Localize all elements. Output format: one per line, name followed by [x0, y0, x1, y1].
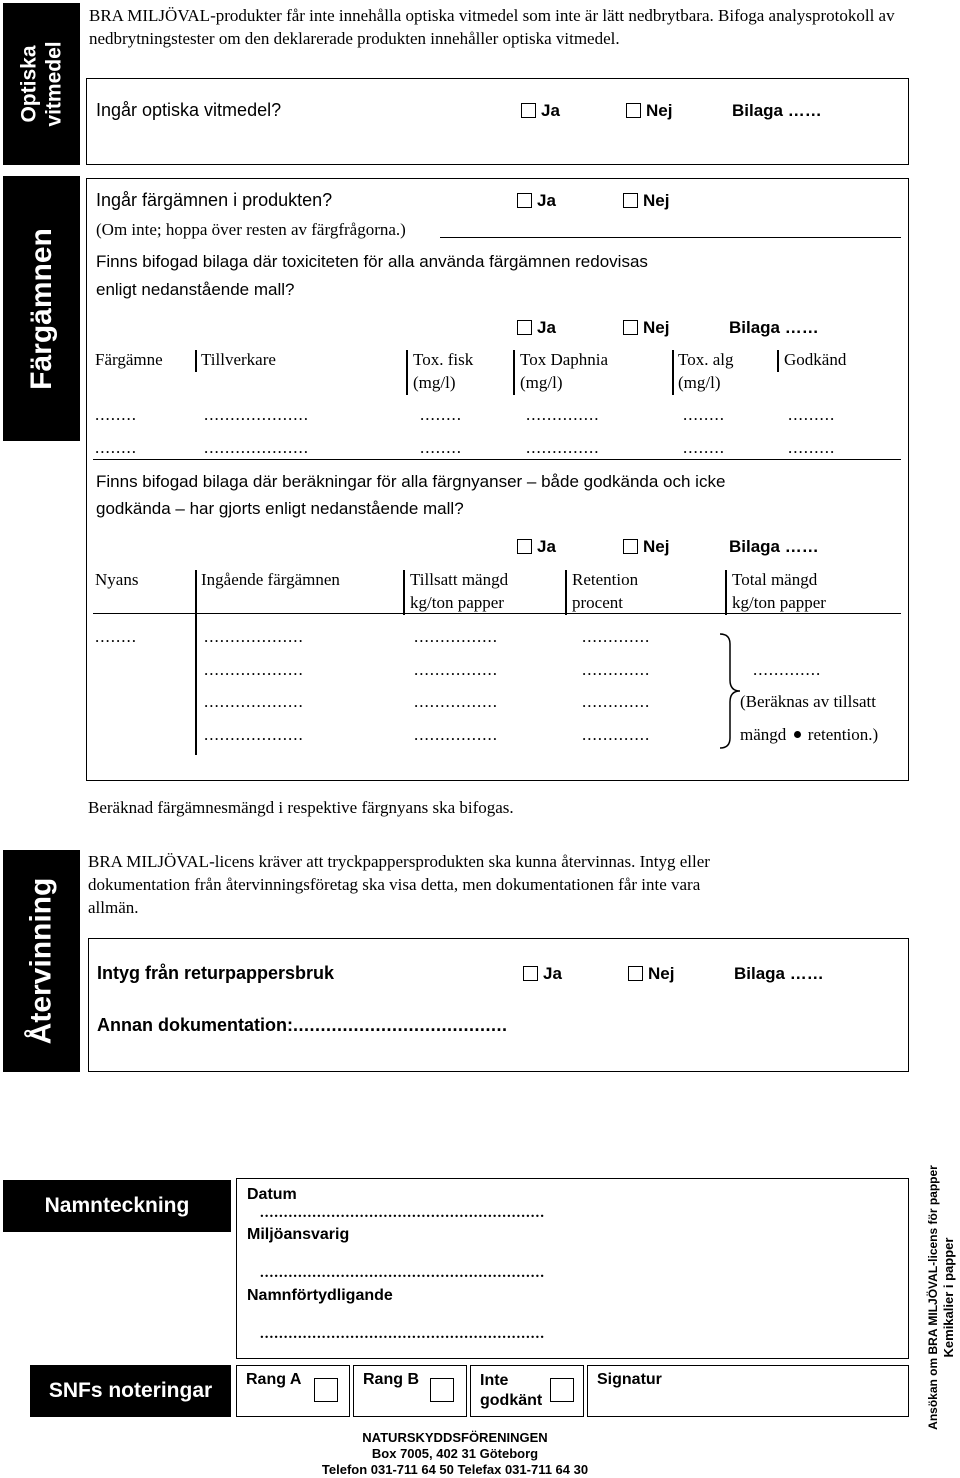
optiska-question: Ingår optiska vitmedel?	[96, 100, 282, 120]
footer-address: Box 7005, 402 31 Göteborg	[371, 1446, 539, 1461]
cell-dots[interactable]: ........	[95, 627, 137, 646]
intyg-ja[interactable]: Ja	[523, 964, 562, 984]
atervinning-intro: BRA MILJÖVAL-licens kräver att tryckpappersprodukten ska kunna återvinnas. Intyg eller dokumentation från återvinningsföretag ska visa detta, men dokumentationen får inte vara allmän.	[88, 852, 710, 917]
section-label-fargamnen	[3, 176, 80, 441]
bullet-icon	[794, 731, 801, 738]
fargamnen-note: (Om inte; hoppa över resten av färgfrågorna.)	[96, 220, 406, 239]
col-nyans: Nyans	[95, 570, 139, 589]
cell-dots[interactable]: ...................	[204, 660, 304, 679]
col-tillsatt: Tillsatt mängd	[410, 570, 509, 589]
signatur-label: Signatur	[597, 1371, 662, 1388]
datum-label: Datum	[247, 1186, 297, 1203]
rang-a-checkbox[interactable]	[314, 1378, 338, 1402]
atervinning-box	[88, 938, 909, 1072]
col-divider	[195, 350, 197, 372]
miljoansvarig-label: Miljöansvarig	[247, 1226, 350, 1243]
footer-phone: Telefon 031-711 64 50 Telefax 031-711 64 30	[321, 1462, 589, 1477]
cell-dots[interactable]: ................	[414, 627, 498, 646]
checkbox-icon[interactable]	[626, 103, 641, 118]
cell-dots[interactable]: .........	[788, 438, 836, 457]
miljoansvarig-field[interactable]: ............................................................	[260, 1265, 545, 1281]
brace-icon	[708, 630, 744, 752]
section-label-text: Återvinning	[24, 877, 58, 1045]
section-label-optiska	[3, 3, 80, 165]
berakning-nej[interactable]: Nej	[623, 537, 669, 557]
fargamnen-nej[interactable]: Nej	[623, 191, 669, 211]
cell-dots[interactable]: ........	[420, 405, 462, 424]
intyg-bilaga[interactable]: Bilaga ……	[734, 964, 824, 983]
cell-dots[interactable]: .............	[582, 660, 651, 679]
optiska-nej[interactable]: Nej	[626, 101, 672, 121]
toxicitet-ja[interactable]: Ja	[517, 318, 556, 338]
divider	[93, 459, 901, 460]
divider	[93, 613, 901, 614]
col-tox-alg-unit: (mg/l)	[678, 373, 721, 392]
cell-dots[interactable]: ...................	[204, 692, 304, 711]
checkbox-icon[interactable]	[623, 193, 638, 208]
cell-dots[interactable]: ....................	[204, 405, 309, 424]
checkbox-icon[interactable]	[517, 539, 532, 554]
col-retention-unit: procent	[572, 593, 623, 612]
divider	[440, 237, 901, 238]
toxicitet-bilaga[interactable]: Bilaga ……	[729, 318, 819, 337]
optiska-intro: BRA MILJÖVAL-produkter får inte innehålla optiska vitmedel som inte är lätt nedbrytbara. Bifoga analysprotokoll av nedbrytningstester om den deklarerade produkten innehåller optiska vitmedel.	[89, 6, 895, 48]
cell-dots[interactable]: ........	[95, 405, 137, 424]
col-tillsatt-unit: kg/ton papper	[410, 593, 504, 612]
rang-a-label: Rang A	[246, 1371, 302, 1388]
berakning-ja[interactable]: Ja	[517, 537, 556, 557]
berakning-question-1: Finns bifogad bilaga där beräkningar för alla färgnyanser – både godkända och icke	[96, 472, 726, 491]
col-total: Total mängd	[732, 570, 818, 589]
side-note	[922, 1165, 960, 1430]
cell-dots[interactable]: ........	[95, 438, 137, 457]
cell-dots[interactable]: ..............	[526, 405, 600, 424]
rang-b-checkbox[interactable]	[430, 1378, 454, 1402]
optiska-question-box	[86, 78, 909, 165]
annan-dokumentation[interactable]	[97, 1015, 508, 1036]
fargamnen-question: Ingår färgämnen i produkten?	[96, 190, 333, 210]
cell-dots[interactable]: ...................	[204, 725, 304, 744]
optiska-bilaga[interactable]: Bilaga ……	[732, 101, 822, 120]
cell-dots[interactable]: ...................	[204, 627, 304, 646]
annan-dots[interactable]: .......................................	[293, 1015, 508, 1035]
inte-godkant-label: Inte godkänt	[480, 1372, 543, 1409]
checkbox-icon[interactable]	[517, 193, 532, 208]
col-divider	[195, 570, 197, 755]
col-divider	[513, 350, 515, 395]
toxicitet-question-2: enligt nedanstående mall?	[96, 280, 295, 299]
checkbox-icon[interactable]	[517, 320, 532, 335]
cell-dots[interactable]: .........	[788, 405, 836, 424]
inte-godkant-checkbox[interactable]	[550, 1378, 574, 1402]
col-tox-fisk: Tox. fisk	[413, 350, 474, 369]
section-label-atervinning	[3, 850, 80, 1072]
cell-dots[interactable]: ................	[414, 660, 498, 679]
cell-dots[interactable]: .............	[582, 725, 651, 744]
side-note-line-1: Ansökan om BRA MILJÖVAL-licens för papper	[925, 1165, 940, 1430]
datum-field[interactable]: ............................................................	[260, 1205, 545, 1221]
checkbox-icon[interactable]	[523, 966, 538, 981]
cell-dots[interactable]: .............	[753, 660, 822, 679]
snf-label: SNFs noteringar	[30, 1365, 231, 1417]
col-divider	[565, 570, 567, 615]
cell-dots[interactable]: ........	[683, 405, 725, 424]
toxicitet-question-1: Finns bifogad bilaga där toxiciteten för alla använda färgämnen redovisas	[96, 252, 648, 271]
col-divider	[406, 350, 408, 395]
side-note-line-2: Kemikalier i papper	[940, 1237, 956, 1358]
col-divider	[725, 570, 727, 615]
col-tillverkare: Tillverkare	[201, 350, 276, 369]
namnfortydligande-field[interactable]: ............................................................	[260, 1326, 545, 1342]
annan-label: Annan dokumentation:	[97, 1015, 293, 1035]
col-retention: Retention	[572, 570, 639, 589]
cell-dots[interactable]: ....................	[204, 438, 309, 457]
checkbox-icon[interactable]	[628, 966, 643, 981]
cell-dots[interactable]: ................	[414, 692, 498, 711]
col-fargamne: Färgämne	[95, 350, 163, 369]
fargamnen-ja[interactable]: Ja	[517, 191, 556, 211]
berakning-bilaga[interactable]: Bilaga ……	[729, 537, 819, 556]
col-ingaende: Ingående färgämnen	[201, 570, 340, 589]
checkbox-icon[interactable]	[623, 539, 638, 554]
checkbox-icon[interactable]	[521, 103, 536, 118]
cell-dots[interactable]: ................	[414, 725, 498, 744]
col-divider	[403, 570, 405, 615]
checkbox-icon[interactable]	[623, 320, 638, 335]
intyg-nej[interactable]: Nej	[628, 964, 674, 984]
cell-dots[interactable]: ........	[420, 438, 462, 457]
col-tox-fisk-unit: (mg/l)	[413, 373, 456, 392]
optiska-ja[interactable]: Ja	[521, 101, 560, 121]
col-godkand: Godkänd	[784, 350, 847, 369]
formula-text-1: (Beräknas av tillsatt	[740, 692, 876, 711]
section-label-text: Optiska vitmedel	[17, 41, 66, 127]
col-tox-daphnia: Tox Daphnia	[520, 350, 609, 369]
namnfortydligande-label: Namnförtydligande	[247, 1287, 393, 1304]
cell-dots[interactable]: ........	[683, 438, 725, 457]
toxicitet-nej[interactable]: Nej	[623, 318, 669, 338]
cell-dots[interactable]: .............	[582, 692, 651, 711]
rang-b-label: Rang B	[363, 1371, 419, 1388]
calc-note: Beräknad färgämnesmängd i respektive färgnyans ska bifogas.	[88, 798, 514, 817]
col-total-unit: kg/ton papper	[732, 593, 826, 612]
section-label-text: Färgämnen	[24, 227, 58, 390]
namnteckning-label: Namnteckning	[3, 1180, 231, 1232]
col-tox-daphnia-unit: (mg/l)	[520, 373, 563, 392]
footer	[255, 1430, 655, 1478]
col-divider	[672, 350, 674, 395]
intyg-question: Intyg från returpappersbruk	[97, 963, 335, 983]
cell-dots[interactable]: .............	[582, 627, 651, 646]
col-divider	[777, 350, 779, 372]
formula-text-2: mängd retention.)	[740, 725, 879, 744]
col-tox-alg: Tox. alg	[678, 350, 734, 369]
berakning-question-2: godkända – har gjorts enligt nedanstående mall?	[96, 499, 464, 518]
footer-org: NATURSKYDDSFÖRENINGEN	[362, 1430, 548, 1445]
cell-dots[interactable]: ..............	[526, 438, 600, 457]
